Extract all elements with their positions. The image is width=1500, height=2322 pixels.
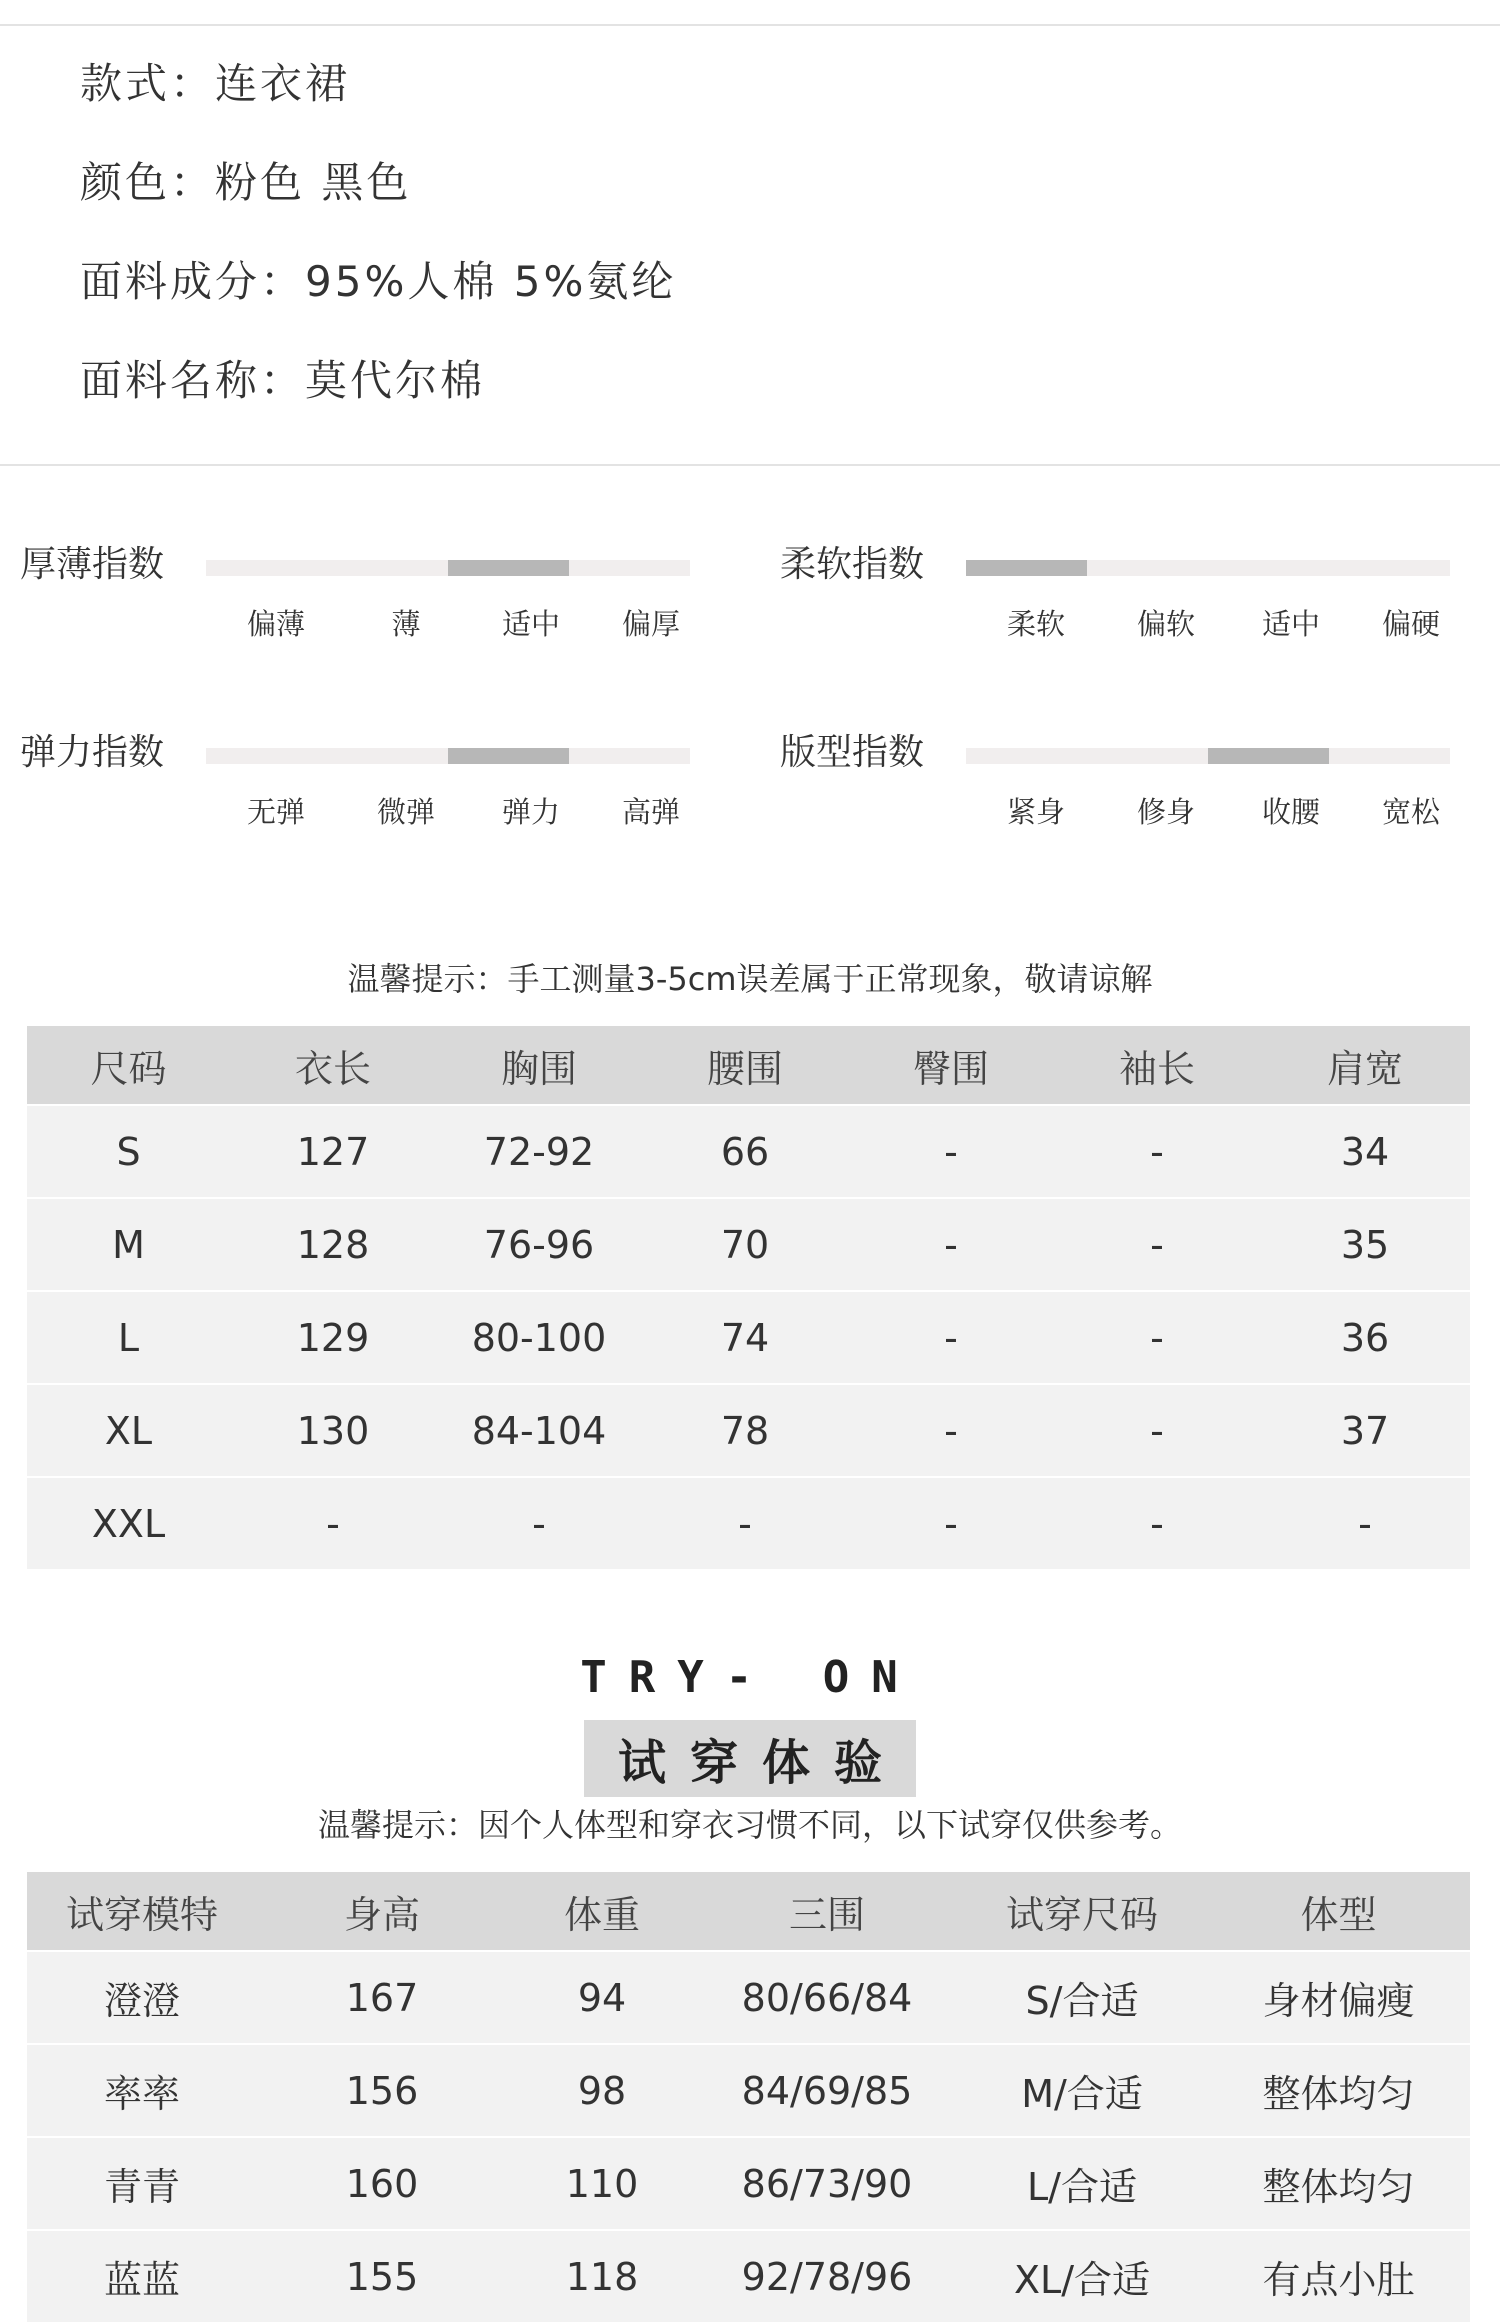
table-cell: 80/66/84 bbox=[697, 1951, 957, 2044]
table-cell: 70 bbox=[642, 1198, 848, 1291]
attr-color: 颜色：粉色 黑色 bbox=[80, 158, 412, 207]
index-option: 柔软 bbox=[1006, 607, 1065, 641]
table-cell: 128 bbox=[230, 1198, 436, 1291]
table-cell: 86/73/90 bbox=[697, 2137, 957, 2230]
column-header: 体重 bbox=[507, 1872, 697, 1951]
index-softness bbox=[780, 540, 1480, 680]
table-row bbox=[27, 1198, 1470, 1291]
table-cell: 118 bbox=[507, 2230, 697, 2322]
tryon-tip: 温馨提示：因个人体型和穿衣习惯不同，以下试穿仅供参考。 bbox=[317, 1806, 1182, 1844]
index-option: 偏薄 bbox=[246, 607, 305, 641]
index-option: 偏硬 bbox=[1381, 607, 1440, 641]
table-cell: 167 bbox=[257, 1951, 507, 2044]
table-cell: 98 bbox=[507, 2044, 697, 2137]
table-cell: - bbox=[642, 1477, 848, 1569]
table-cell: 155 bbox=[257, 2230, 507, 2322]
index-name: 版型指数 bbox=[780, 732, 925, 773]
index-track bbox=[966, 560, 1450, 576]
table-row bbox=[27, 2137, 1470, 2230]
column-header: 臀围 bbox=[848, 1026, 1054, 1105]
table-cell: 澄澄 bbox=[27, 1951, 257, 2044]
index-option: 高弹 bbox=[621, 795, 680, 829]
index-name: 厚薄指数 bbox=[20, 544, 165, 585]
table-row bbox=[27, 2230, 1470, 2322]
table-cell: 72-92 bbox=[436, 1105, 642, 1198]
index-name: 柔软指数 bbox=[780, 544, 925, 585]
table-cell: 130 bbox=[230, 1384, 436, 1477]
column-header: 衣长 bbox=[230, 1026, 436, 1105]
table-cell: 84/69/85 bbox=[697, 2044, 957, 2137]
index-option: 宽松 bbox=[1381, 795, 1440, 829]
table-cell: - bbox=[436, 1477, 642, 1569]
column-header: 身高 bbox=[257, 1872, 507, 1951]
table-cell: L bbox=[27, 1291, 230, 1384]
table-row bbox=[27, 2044, 1470, 2137]
attr-fabric-name: 面料名称：莫代尔棉 bbox=[80, 356, 486, 405]
table-cell: 80-100 bbox=[436, 1291, 642, 1384]
table-cell: 160 bbox=[257, 2137, 507, 2230]
table-cell: S bbox=[27, 1105, 230, 1198]
size-table-header bbox=[27, 1026, 1470, 1105]
table-cell: XL bbox=[27, 1384, 230, 1477]
table-cell: 青青 bbox=[27, 2137, 257, 2230]
table-cell: - bbox=[1054, 1477, 1260, 1569]
table-cell: S/合适 bbox=[957, 1951, 1207, 2044]
table-cell: 35 bbox=[1260, 1198, 1470, 1291]
tryon-table-header bbox=[27, 1872, 1470, 1951]
table-cell: - bbox=[848, 1105, 1054, 1198]
table-cell: XXL bbox=[27, 1477, 230, 1569]
table-cell: - bbox=[848, 1384, 1054, 1477]
table-cell: - bbox=[1054, 1105, 1260, 1198]
table-cell: 整体均匀 bbox=[1207, 2044, 1470, 2137]
index-option: 偏厚 bbox=[621, 607, 680, 641]
column-header: 肩宽 bbox=[1260, 1026, 1470, 1105]
table-cell: - bbox=[1054, 1291, 1260, 1384]
table-cell: 37 bbox=[1260, 1384, 1470, 1477]
table-cell: 率率 bbox=[27, 2044, 257, 2137]
table-cell: - bbox=[1054, 1384, 1260, 1477]
table-cell: 66 bbox=[642, 1105, 848, 1198]
tryon-title-cn: 试穿体验 bbox=[584, 1720, 916, 1797]
size-tip: 温馨提示：手工测量3-5cm误差属于正常现象，敬请谅解 bbox=[347, 960, 1153, 998]
index-thickness bbox=[20, 540, 720, 680]
tryon-title-en: TRY- ON bbox=[580, 1652, 920, 1703]
table-cell: 身材偏瘦 bbox=[1207, 1951, 1470, 2044]
table-cell: 76-96 bbox=[436, 1198, 642, 1291]
table-cell: 94 bbox=[507, 1951, 697, 2044]
column-header: 试穿模特 bbox=[27, 1872, 257, 1951]
index-fill bbox=[448, 748, 569, 764]
tryon-table bbox=[27, 1872, 1470, 2322]
table-cell: M/合适 bbox=[957, 2044, 1207, 2137]
index-fill bbox=[966, 560, 1087, 576]
table-cell: 84-104 bbox=[436, 1384, 642, 1477]
table-cell: 156 bbox=[257, 2044, 507, 2137]
index-option: 无弹 bbox=[246, 795, 305, 829]
index-option: 适中 bbox=[1261, 607, 1320, 641]
attr-style: 款式：连衣裙 bbox=[80, 59, 351, 108]
column-header: 三围 bbox=[697, 1872, 957, 1951]
column-header: 胸围 bbox=[436, 1026, 642, 1105]
index-fill bbox=[1208, 748, 1329, 764]
table-cell: - bbox=[1054, 1198, 1260, 1291]
index-track bbox=[206, 748, 690, 764]
index-name: 弹力指数 bbox=[20, 732, 165, 773]
column-header: 试穿尺码 bbox=[957, 1872, 1207, 1951]
column-header: 体型 bbox=[1207, 1872, 1470, 1951]
table-cell: 有点小肚 bbox=[1207, 2230, 1470, 2322]
table-cell: XL/合适 bbox=[957, 2230, 1207, 2322]
table-row bbox=[27, 1951, 1470, 2044]
index-option: 适中 bbox=[501, 607, 560, 641]
table-cell: 127 bbox=[230, 1105, 436, 1198]
table-cell: 78 bbox=[642, 1384, 848, 1477]
index-option: 弹力 bbox=[501, 795, 560, 829]
column-header: 腰围 bbox=[642, 1026, 848, 1105]
table-cell: 129 bbox=[230, 1291, 436, 1384]
index-elasticity bbox=[20, 728, 720, 868]
tryon-title-cn-wrap bbox=[0, 1720, 1500, 1797]
index-track bbox=[966, 748, 1450, 764]
index-option: 修身 bbox=[1136, 795, 1195, 829]
table-cell: 34 bbox=[1260, 1105, 1470, 1198]
index-option: 薄 bbox=[391, 607, 421, 641]
product-attributes bbox=[80, 40, 676, 436]
table-cell: 整体均匀 bbox=[1207, 2137, 1470, 2230]
table-cell: 92/78/96 bbox=[697, 2230, 957, 2322]
table-cell: - bbox=[230, 1477, 436, 1569]
index-option: 收腰 bbox=[1261, 795, 1320, 829]
top-divider bbox=[0, 24, 1500, 26]
table-cell: - bbox=[848, 1198, 1054, 1291]
index-fit bbox=[780, 728, 1480, 868]
index-fill bbox=[448, 560, 569, 576]
attributes-divider bbox=[0, 464, 1500, 466]
index-option: 微弹 bbox=[376, 795, 435, 829]
table-row bbox=[27, 1477, 1470, 1569]
index-option: 偏软 bbox=[1136, 607, 1195, 641]
table-row bbox=[27, 1105, 1470, 1198]
index-option: 紧身 bbox=[1006, 795, 1065, 829]
attr-composition: 面料成分：95%人棉 5%氨纶 bbox=[80, 257, 677, 306]
table-cell: - bbox=[848, 1291, 1054, 1384]
table-cell: M bbox=[27, 1198, 230, 1291]
table-row bbox=[27, 1291, 1470, 1384]
table-cell: - bbox=[848, 1477, 1054, 1569]
size-table bbox=[27, 1026, 1470, 1569]
column-header: 尺码 bbox=[27, 1026, 230, 1105]
table-cell: 74 bbox=[642, 1291, 848, 1384]
column-header: 袖长 bbox=[1054, 1026, 1260, 1105]
table-cell: 36 bbox=[1260, 1291, 1470, 1384]
index-track bbox=[206, 560, 690, 576]
table-cell: - bbox=[1260, 1477, 1470, 1569]
table-cell: 110 bbox=[507, 2137, 697, 2230]
table-cell: 蓝蓝 bbox=[27, 2230, 257, 2322]
table-cell: L/合适 bbox=[957, 2137, 1207, 2230]
table-row bbox=[27, 1384, 1470, 1477]
